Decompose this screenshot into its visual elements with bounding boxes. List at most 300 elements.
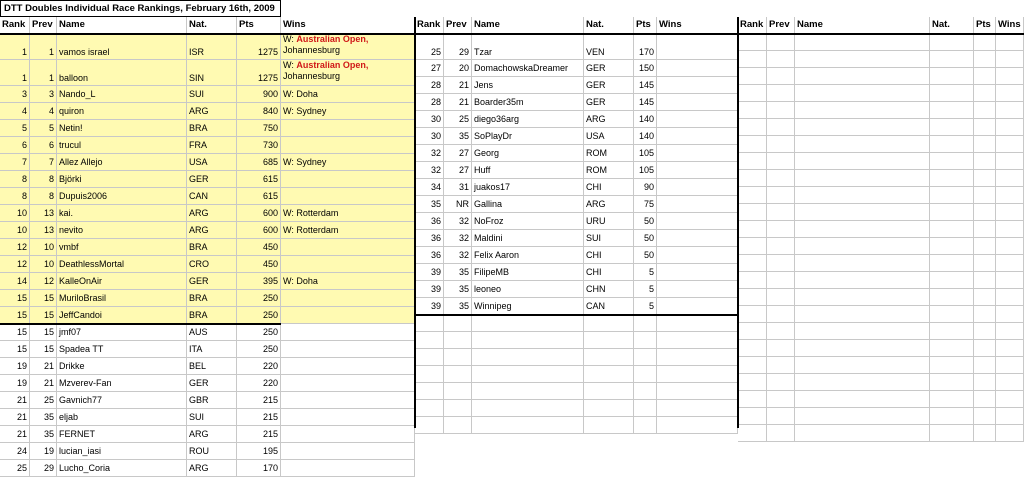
row-rank: 32 — [415, 145, 444, 162]
empty-cell — [584, 349, 634, 366]
row-wins — [657, 94, 738, 111]
row-wins — [657, 196, 738, 213]
sheet-title: DTT Doubles Individual Race Rankings, February 16th, 2009 — [0, 0, 281, 17]
header-nat: Nat. — [187, 17, 237, 34]
empty-cell — [472, 417, 584, 434]
row-nat: SUI — [584, 230, 634, 247]
row-rank: 14 — [0, 273, 30, 290]
empty-cell — [996, 408, 1024, 425]
row-prev: 15 — [30, 290, 57, 307]
empty-cell — [767, 221, 795, 238]
row-prev: 27 — [444, 162, 472, 179]
row-wins — [657, 264, 738, 281]
empty-cell — [930, 51, 974, 68]
empty-cell — [930, 187, 974, 204]
wins-cell — [281, 120, 415, 137]
row-prev: 20 — [444, 60, 472, 77]
empty-cell — [657, 417, 738, 434]
empty-cell — [795, 255, 930, 272]
empty-cell — [795, 187, 930, 204]
empty-cell — [738, 68, 767, 85]
row-pts: 145 — [634, 94, 657, 111]
row-prev: 8 — [30, 171, 57, 188]
empty-cell — [738, 119, 767, 136]
row-name: DeathlessMortal — [57, 256, 187, 273]
row-nat: GER — [584, 94, 634, 111]
empty-cell — [767, 255, 795, 272]
empty-cell — [444, 332, 472, 349]
row-prev: 29 — [30, 460, 57, 477]
row-prev: 27 — [444, 145, 472, 162]
row-pts: 450 — [237, 256, 281, 273]
empty-cell — [738, 85, 767, 102]
empty-cell — [930, 408, 974, 425]
empty-cell — [930, 238, 974, 255]
empty-cell — [767, 289, 795, 306]
row-prev: 15 — [30, 341, 57, 358]
row-rank: 19 — [0, 375, 30, 392]
row-nat: ARG — [187, 205, 237, 222]
empty-cell — [996, 170, 1024, 187]
row-pts: 50 — [634, 213, 657, 230]
empty-cell — [996, 34, 1024, 51]
empty-cell — [795, 357, 930, 374]
row-nat: GER — [584, 60, 634, 77]
empty-cell — [767, 374, 795, 391]
header-nat: Nat. — [930, 17, 974, 34]
empty-cell — [996, 272, 1024, 289]
row-rank: 39 — [415, 281, 444, 298]
row-wins — [657, 298, 738, 315]
row-nat: BRA — [187, 290, 237, 307]
row-name: Drikke — [57, 358, 187, 375]
row-prev: 12 — [30, 273, 57, 290]
empty-cell — [767, 170, 795, 187]
header-name: Name — [472, 17, 584, 34]
row-pts: 840 — [237, 103, 281, 120]
row-rank: 30 — [415, 111, 444, 128]
wins-cell — [281, 443, 415, 460]
empty-cell — [415, 400, 444, 417]
row-pts: 170 — [237, 460, 281, 477]
wins-cell: W: Rotterdam — [281, 222, 415, 239]
empty-cell — [767, 119, 795, 136]
row-rank: 35 — [415, 196, 444, 213]
row-wins — [657, 281, 738, 298]
row-nat: USA — [187, 154, 237, 171]
wins-line-2: Johannesburg — [283, 45, 341, 55]
wins-cell — [281, 171, 415, 188]
empty-cell — [974, 340, 996, 357]
empty-cell — [634, 349, 657, 366]
empty-cell — [795, 306, 930, 323]
row-name: Jens — [472, 77, 584, 94]
empty-cell — [657, 366, 738, 383]
row-prev: 4 — [30, 103, 57, 120]
row-wins — [657, 230, 738, 247]
row-nat: CHI — [584, 247, 634, 264]
empty-cell — [930, 374, 974, 391]
row-rank: 27 — [415, 60, 444, 77]
row-name: MuriloBrasil — [57, 290, 187, 307]
empty-cell — [767, 85, 795, 102]
empty-cell — [415, 383, 444, 400]
row-wins — [657, 247, 738, 264]
row-wins — [657, 77, 738, 94]
row-prev: 25 — [30, 392, 57, 409]
row-nat: GER — [187, 273, 237, 290]
row-nat: AUS — [187, 324, 237, 341]
empty-cell — [444, 383, 472, 400]
section-border — [0, 323, 281, 325]
row-nat: CRO — [187, 256, 237, 273]
empty-cell — [795, 391, 930, 408]
empty-cell — [930, 221, 974, 238]
row-prev: 15 — [30, 324, 57, 341]
empty-cell — [634, 400, 657, 417]
empty-cell — [472, 332, 584, 349]
header-wins: Wins — [281, 17, 415, 34]
empty-cell — [795, 204, 930, 221]
empty-cell — [634, 383, 657, 400]
row-pts: 615 — [237, 188, 281, 205]
empty-cell — [974, 153, 996, 170]
row-name: Felix Aaron — [472, 247, 584, 264]
row-name: Allez Allejo — [57, 154, 187, 171]
row-rank: 21 — [0, 392, 30, 409]
empty-cell — [767, 68, 795, 85]
row-pts: 215 — [237, 409, 281, 426]
row-name: Gallina — [472, 196, 584, 213]
empty-cell — [974, 255, 996, 272]
row-prev: 31 — [444, 179, 472, 196]
row-wins — [657, 60, 738, 77]
empty-cell — [974, 170, 996, 187]
row-nat: SIN — [187, 60, 237, 86]
row-pts: 395 — [237, 273, 281, 290]
row-rank: 4 — [0, 103, 30, 120]
row-name: quiron — [57, 103, 187, 120]
wins-cell — [281, 358, 415, 375]
row-nat: CAN — [584, 298, 634, 315]
row-rank: 15 — [0, 307, 30, 324]
empty-cell — [974, 136, 996, 153]
row-pts: 685 — [237, 154, 281, 171]
empty-cell — [767, 153, 795, 170]
row-nat: GER — [584, 77, 634, 94]
empty-cell — [634, 315, 657, 332]
row-pts: 140 — [634, 111, 657, 128]
row-prev: 29 — [444, 34, 472, 60]
empty-cell — [996, 391, 1024, 408]
row-rank: 6 — [0, 137, 30, 154]
empty-cell — [767, 408, 795, 425]
row-name: diego36arg — [472, 111, 584, 128]
empty-cell — [415, 349, 444, 366]
row-pts: 50 — [634, 247, 657, 264]
empty-cell — [738, 391, 767, 408]
empty-cell — [657, 383, 738, 400]
empty-cell — [738, 238, 767, 255]
section-border — [414, 17, 416, 428]
row-rank: 1 — [0, 60, 30, 86]
row-nat: USA — [584, 128, 634, 145]
row-name: balloon — [57, 60, 187, 86]
row-rank: 15 — [0, 324, 30, 341]
empty-cell — [795, 85, 930, 102]
section-border — [415, 314, 738, 316]
row-name: jmf07 — [57, 324, 187, 341]
row-name: nevito — [57, 222, 187, 239]
row-prev: 35 — [444, 298, 472, 315]
row-rank: 15 — [0, 290, 30, 307]
empty-cell — [795, 68, 930, 85]
empty-cell — [738, 102, 767, 119]
empty-cell — [795, 102, 930, 119]
row-pts: 600 — [237, 205, 281, 222]
row-rank: 39 — [415, 264, 444, 281]
row-pts: 600 — [237, 222, 281, 239]
empty-cell — [996, 68, 1024, 85]
empty-cell — [767, 357, 795, 374]
row-pts: 145 — [634, 77, 657, 94]
row-pts: 1275 — [237, 34, 281, 60]
empty-cell — [996, 187, 1024, 204]
row-prev: 35 — [444, 128, 472, 145]
empty-cell — [795, 289, 930, 306]
row-nat: VEN — [584, 34, 634, 60]
row-nat: ARG — [187, 103, 237, 120]
row-rank: 5 — [0, 120, 30, 137]
row-pts: 750 — [237, 120, 281, 137]
row-nat: GBR — [187, 392, 237, 409]
row-prev: 21 — [30, 375, 57, 392]
empty-cell — [795, 272, 930, 289]
empty-cell — [738, 306, 767, 323]
empty-cell — [657, 315, 738, 332]
empty-cell — [738, 340, 767, 357]
row-pts: 5 — [634, 298, 657, 315]
empty-cell — [996, 119, 1024, 136]
empty-cell — [930, 306, 974, 323]
row-rank: 34 — [415, 179, 444, 196]
empty-cell — [767, 102, 795, 119]
row-rank: 36 — [415, 230, 444, 247]
empty-cell — [930, 68, 974, 85]
empty-cell — [974, 374, 996, 391]
row-nat: URU — [584, 213, 634, 230]
empty-cell — [657, 349, 738, 366]
section-border — [737, 17, 739, 428]
row-nat: FRA — [187, 137, 237, 154]
empty-cell — [996, 340, 1024, 357]
empty-cell — [974, 289, 996, 306]
row-pts: 105 — [634, 162, 657, 179]
empty-cell — [767, 306, 795, 323]
empty-cell — [444, 366, 472, 383]
row-pts: 105 — [634, 145, 657, 162]
empty-cell — [930, 136, 974, 153]
empty-cell — [974, 357, 996, 374]
row-prev: NR — [444, 196, 472, 213]
row-pts: 250 — [237, 324, 281, 341]
row-prev: 10 — [30, 256, 57, 273]
empty-cell — [974, 408, 996, 425]
empty-cell — [767, 238, 795, 255]
empty-cell — [996, 306, 1024, 323]
row-prev: 15 — [30, 307, 57, 324]
row-rank: 8 — [0, 188, 30, 205]
empty-cell — [738, 255, 767, 272]
row-pts: 140 — [634, 128, 657, 145]
empty-cell — [974, 85, 996, 102]
row-name: SoPlayDr — [472, 128, 584, 145]
empty-cell — [795, 238, 930, 255]
row-name: Huff — [472, 162, 584, 179]
row-rank: 21 — [0, 409, 30, 426]
empty-cell — [738, 323, 767, 340]
wins-cell: W: Sydney — [281, 103, 415, 120]
row-nat: ROM — [584, 162, 634, 179]
row-name: vamos israel — [57, 34, 187, 60]
empty-cell — [767, 272, 795, 289]
row-name: Georg — [472, 145, 584, 162]
row-nat: ARG — [584, 196, 634, 213]
empty-cell — [974, 34, 996, 51]
empty-cell — [767, 51, 795, 68]
row-nat: SUI — [187, 86, 237, 103]
row-name: juakos17 — [472, 179, 584, 196]
empty-cell — [974, 221, 996, 238]
row-name: Boarder35m — [472, 94, 584, 111]
empty-cell — [974, 391, 996, 408]
empty-cell — [738, 408, 767, 425]
empty-cell — [930, 255, 974, 272]
empty-cell — [795, 119, 930, 136]
row-name: DomachowskaDreamer — [472, 60, 584, 77]
row-nat: ARG — [584, 111, 634, 128]
empty-cell — [584, 332, 634, 349]
empty-cell — [974, 238, 996, 255]
empty-cell — [472, 349, 584, 366]
empty-cell — [738, 221, 767, 238]
empty-cell — [974, 68, 996, 85]
row-prev: 6 — [30, 137, 57, 154]
row-pts: 150 — [634, 60, 657, 77]
row-pts: 195 — [237, 443, 281, 460]
empty-cell — [738, 289, 767, 306]
row-name: Dupuis2006 — [57, 188, 187, 205]
empty-cell — [657, 332, 738, 349]
empty-cell — [584, 400, 634, 417]
row-rank: 19 — [0, 358, 30, 375]
empty-cell — [657, 400, 738, 417]
empty-cell — [584, 417, 634, 434]
row-nat: GER — [187, 375, 237, 392]
header-name: Name — [57, 17, 187, 34]
row-prev: 25 — [444, 111, 472, 128]
row-wins — [657, 162, 738, 179]
row-rank: 36 — [415, 213, 444, 230]
empty-cell — [974, 306, 996, 323]
wins-cell: W: Doha — [281, 86, 415, 103]
header-pts: Pts — [634, 17, 657, 34]
row-prev: 35 — [444, 281, 472, 298]
header-wins: Wins — [657, 17, 738, 34]
row-pts: 215 — [237, 392, 281, 409]
wins-cell — [281, 324, 415, 341]
empty-cell — [974, 102, 996, 119]
row-rank: 10 — [0, 205, 30, 222]
wins-cell — [281, 256, 415, 273]
row-prev: 8 — [30, 188, 57, 205]
empty-cell — [996, 238, 1024, 255]
wins-cell — [281, 460, 415, 477]
empty-cell — [767, 391, 795, 408]
wins-line-1: W: Australian Open, — [283, 60, 369, 70]
empty-cell — [996, 136, 1024, 153]
empty-cell — [767, 34, 795, 51]
wins-cell: W: Sydney — [281, 154, 415, 171]
empty-cell — [930, 153, 974, 170]
row-pts: 220 — [237, 358, 281, 375]
row-wins — [657, 179, 738, 196]
section-border — [0, 33, 1024, 35]
empty-cell — [795, 51, 930, 68]
empty-cell — [795, 170, 930, 187]
row-pts: 170 — [634, 34, 657, 60]
empty-cell — [974, 204, 996, 221]
row-rank: 24 — [0, 443, 30, 460]
row-name: kai. — [57, 205, 187, 222]
row-nat: CHI — [584, 264, 634, 281]
row-pts: 5 — [634, 281, 657, 298]
empty-cell — [930, 85, 974, 102]
row-prev: 35 — [444, 264, 472, 281]
row-nat: GER — [187, 171, 237, 188]
row-pts: 250 — [237, 290, 281, 307]
empty-cell — [996, 51, 1024, 68]
empty-cell — [584, 383, 634, 400]
empty-cell — [996, 153, 1024, 170]
empty-cell — [472, 366, 584, 383]
row-pts: 90 — [634, 179, 657, 196]
row-prev: 1 — [30, 60, 57, 86]
row-nat: BRA — [187, 120, 237, 137]
row-pts: 250 — [237, 341, 281, 358]
row-rank: 39 — [415, 298, 444, 315]
row-pts: 220 — [237, 375, 281, 392]
row-rank: 21 — [0, 426, 30, 443]
wins-cell — [281, 239, 415, 256]
row-prev: 35 — [30, 409, 57, 426]
empty-cell — [634, 366, 657, 383]
empty-cell — [930, 34, 974, 51]
empty-cell — [767, 136, 795, 153]
row-name: FilipeMB — [472, 264, 584, 281]
row-rank: 28 — [415, 77, 444, 94]
empty-cell — [974, 119, 996, 136]
header-rank: Rank — [415, 17, 444, 34]
empty-cell — [738, 51, 767, 68]
row-nat: ARG — [187, 460, 237, 477]
row-rank: 3 — [0, 86, 30, 103]
row-prev: 19 — [30, 443, 57, 460]
empty-cell — [996, 289, 1024, 306]
empty-cell — [738, 170, 767, 187]
row-prev: 3 — [30, 86, 57, 103]
row-wins — [657, 213, 738, 230]
